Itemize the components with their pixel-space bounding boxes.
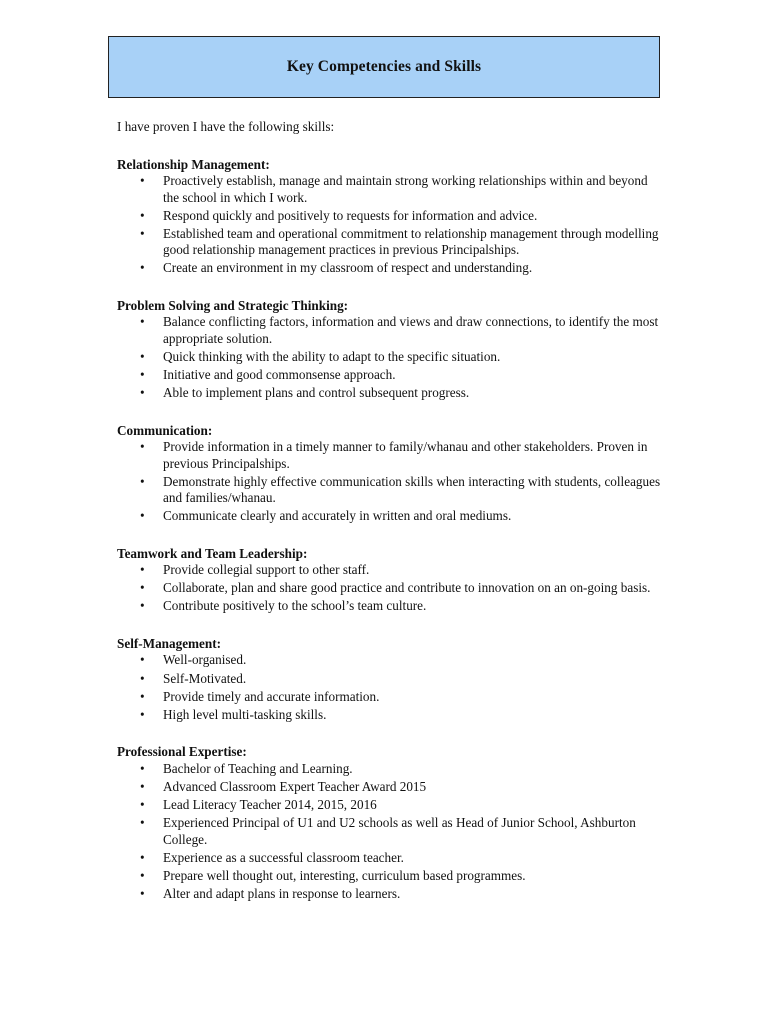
list-item: • Alter and adapt plans in response to learners. (117, 886, 662, 903)
list-item: • Create an environment in my classroom of respect and understanding. (117, 260, 662, 277)
list-item: • Provide information in a timely manner to family/whanau and other stakeholders. Proven in previous Principalships. (117, 439, 662, 472)
list-item: • Demonstrate highly effective communication skills when interacting with students, colleagues and families/whanau. (117, 474, 662, 507)
list-item: • Balance conflicting factors, information and views and draw connections, to identify the most appropriate solution. (117, 314, 662, 347)
bullet-list (117, 652, 662, 723)
list-item: • Able to implement plans and control subsequent progress. (117, 385, 662, 402)
list-item: • Contribute positively to the school’s team culture. (117, 598, 662, 615)
list-item: • Respond quickly and positively to requests for information and advice. (117, 208, 662, 225)
list-item: • Prepare well thought out, interesting, curriculum based programmes. (117, 868, 662, 885)
intro-text: I have proven I have the following skills: (117, 119, 335, 134)
list-item: • Initiative and good commonsense approach. (117, 367, 662, 384)
bullet-list (117, 562, 662, 615)
list-item: • Collaborate, plan and share good practice and contribute to innovation on an on-going basis. (117, 580, 662, 597)
list-item: • Provide collegial support to other staff. (117, 562, 662, 579)
list-item: • Self-Motivated. (117, 671, 662, 688)
section (117, 423, 662, 525)
section (117, 744, 662, 902)
section-heading: Relationship Management: (117, 156, 270, 172)
section (117, 546, 662, 615)
bullet-list (117, 761, 662, 903)
list-item: • Communicate clearly and accurately in written and oral mediums. (117, 508, 662, 525)
section (117, 157, 662, 277)
list-item: • Quick thinking with the ability to adapt to the specific situation. (117, 349, 662, 366)
list-item: • Provide timely and accurate information. (117, 689, 662, 706)
list-item: • Experience as a successful classroom teacher. (117, 850, 662, 867)
bullet-list (117, 439, 662, 525)
list-item: • High level multi-tasking skills. (117, 707, 662, 724)
section-heading: Self-Management: (117, 635, 222, 651)
page-title: Key Competencies and Skills (286, 58, 482, 75)
bullet-list (117, 173, 662, 277)
section (117, 636, 662, 723)
document-content (117, 119, 662, 923)
section-heading: Problem Solving and Strategic Thinking: (117, 297, 349, 313)
section-heading: Professional Expertise: (117, 744, 247, 760)
list-item: • Bachelor of Teaching and Learning. (117, 761, 662, 778)
list-item: • Established team and operational commitment to relationship management through modelling good relationship management practices in previous Principalships. (117, 226, 662, 259)
list-item: • Proactively establish, manage and maintain strong working relationships within and beyond the school in which I work. (117, 173, 662, 206)
list-item: • Advanced Classroom Expert Teacher Award 2015 (117, 779, 662, 796)
section-heading: Communication: (117, 422, 213, 438)
list-item: • Well-organised. (117, 652, 662, 669)
section (117, 298, 662, 402)
section-heading: Teamwork and Team Leadership: (117, 545, 308, 561)
list-item: • Lead Literacy Teacher 2014, 2015, 2016 (117, 797, 662, 814)
sections-container (117, 157, 662, 903)
bullet-list (117, 314, 662, 401)
list-item: • Experienced Principal of U1 and U2 schools as well as Head of Junior School, Ashburton College. (117, 815, 662, 848)
title-box (108, 36, 660, 98)
